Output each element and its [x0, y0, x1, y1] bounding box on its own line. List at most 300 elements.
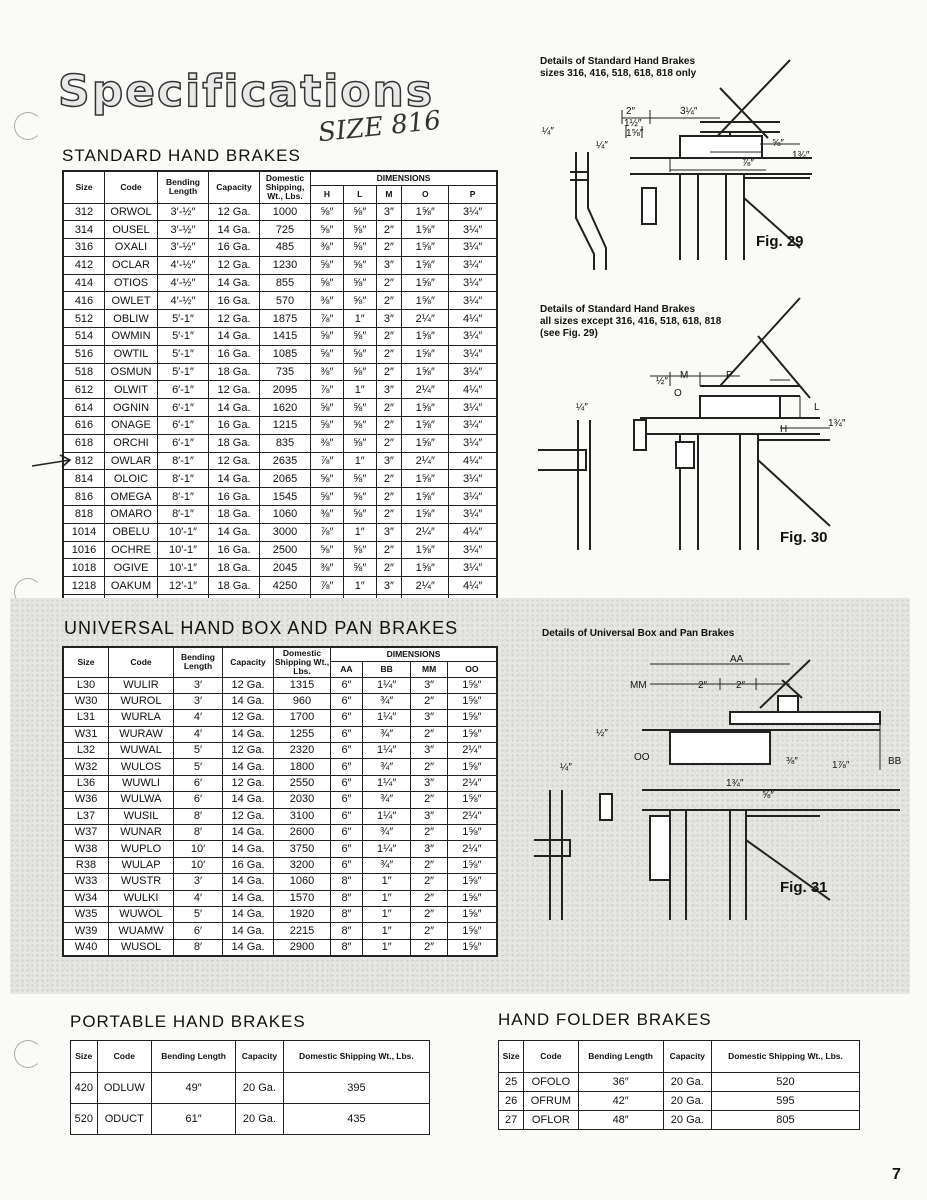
table-cell: W33 [63, 874, 109, 890]
table-cell: 3¼″ [449, 506, 497, 524]
table-row [63, 906, 497, 922]
table-row [499, 1073, 860, 1092]
table-cell: 1⅝″ [447, 857, 497, 873]
dim-134in: 1¾″ [792, 150, 810, 161]
table-cell: WULOS [109, 759, 174, 775]
table-cell: 5′-1″ [158, 363, 209, 381]
table-cell: 314 [63, 221, 105, 239]
table-cell: 14 Ga. [223, 874, 274, 890]
table-cell: 3750 [274, 841, 331, 857]
table-cell: ⅝″ [311, 399, 344, 417]
table-cell: 1545 [260, 488, 311, 506]
table-cell: L32 [63, 743, 109, 759]
table-cell: 6″ [331, 710, 363, 726]
col-code: Code [105, 171, 158, 203]
table-cell: 2″ [411, 923, 447, 939]
table-cell: 1060 [274, 874, 331, 890]
table-cell: L36 [63, 775, 109, 791]
portable-table [70, 1040, 430, 1135]
table-cell: 1¼″ [362, 743, 410, 759]
table-cell: ⅜″ [311, 239, 344, 257]
table-cell: 3″ [411, 710, 447, 726]
table-cell: 10′-1″ [158, 541, 209, 559]
table-cell: 835 [260, 434, 311, 452]
table-cell: 20 Ga. [236, 1104, 284, 1135]
table-cell: ⅜″ [311, 363, 344, 381]
table-cell: 2¼″ [447, 743, 497, 759]
table-cell: 6″ [331, 808, 363, 824]
table-cell: ⅝″ [311, 221, 344, 239]
table-cell: ⅞″ [311, 452, 344, 470]
table-cell: 1¼″ [362, 808, 410, 824]
table-cell: 3¼″ [449, 203, 497, 221]
table-cell: 14 Ga. [223, 792, 274, 808]
table-cell: 42″ [578, 1092, 663, 1111]
table-cell: 2635 [260, 452, 311, 470]
table-cell: 6′-1″ [158, 417, 209, 435]
table-cell: 1″ [343, 310, 376, 328]
table-cell: ⅜″ [311, 434, 344, 452]
table-cell: 1700 [274, 710, 331, 726]
table-row [499, 1092, 860, 1111]
table-cell: 1⅝″ [402, 488, 449, 506]
table-cell: 420 [71, 1073, 98, 1104]
table-cell: ⅞″ [311, 381, 344, 399]
col-bb: BB [362, 661, 410, 677]
table-row [63, 559, 497, 577]
dim-p: P [726, 370, 733, 381]
table-cell: 3¼″ [449, 221, 497, 239]
table-cell: 3¼″ [449, 256, 497, 274]
table-cell: ⅝″ [343, 434, 376, 452]
table-cell: L31 [63, 710, 109, 726]
table-cell: 6″ [331, 677, 363, 693]
table-cell: 1⅝″ [447, 710, 497, 726]
page-number: 7 [892, 1166, 901, 1183]
table-cell: 20 Ga. [663, 1111, 711, 1130]
col-size: Size [71, 1041, 98, 1073]
table-cell: 14 Ga. [223, 693, 274, 709]
table-cell: 3″ [411, 677, 447, 693]
table-cell: 12 Ga. [223, 743, 274, 759]
col-l: L [343, 185, 376, 203]
table-cell: ⅝″ [311, 345, 344, 363]
table-cell: 3″ [376, 523, 402, 541]
table-cell: ⅝″ [343, 470, 376, 488]
table-cell: 3″ [411, 775, 447, 791]
handwritten-note: SIZE 816 [316, 105, 443, 149]
table-cell: 16 Ga. [223, 857, 274, 873]
table-cell: 1⅝″ [447, 890, 497, 906]
table-cell: 316 [63, 239, 105, 257]
table-cell: WUROL [109, 693, 174, 709]
table-row [63, 452, 497, 470]
table-cell: 1⅝″ [402, 559, 449, 577]
table-cell: 14 Ga. [209, 523, 260, 541]
table-cell: 818 [63, 506, 105, 524]
table-cell: 5′ [174, 906, 223, 922]
table-cell: WUWLI [109, 775, 174, 791]
table-cell: 5′-1″ [158, 328, 209, 346]
folder-table-body [499, 1073, 860, 1130]
table-cell: ¾″ [362, 825, 410, 841]
table-cell: 3¼″ [449, 470, 497, 488]
table-cell: W30 [63, 693, 109, 709]
table-cell: ⅝″ [343, 345, 376, 363]
table-cell: ⅜″ [311, 292, 344, 310]
table-cell: 2″ [376, 506, 402, 524]
table-row [63, 399, 497, 417]
table-cell: OMEGA [105, 488, 158, 506]
table-cell: 2″ [376, 328, 402, 346]
table-cell: 1⅝″ [447, 874, 497, 890]
table-cell: 5′-1″ [158, 345, 209, 363]
table-cell: 1⅝″ [447, 923, 497, 939]
col-code: Code [524, 1041, 578, 1073]
table-cell: 3′-½″ [158, 221, 209, 239]
table-cell: 1⅝″ [402, 203, 449, 221]
table-cell: 3′ [174, 693, 223, 709]
table-cell: 3″ [411, 808, 447, 824]
dim-178: 1⅞″ [832, 760, 850, 771]
table-cell: W39 [63, 923, 109, 939]
table-cell: OSMUN [105, 363, 158, 381]
table-cell: 14 Ga. [223, 923, 274, 939]
table-cell: 2¼″ [402, 452, 449, 470]
table-cell: 1″ [343, 381, 376, 399]
table-cell: 3′ [174, 677, 223, 693]
table-cell: 14 Ga. [223, 726, 274, 742]
col-o: O [402, 185, 449, 203]
table-cell: WUSTR [109, 874, 174, 890]
table-row [63, 923, 497, 939]
table-cell: 2″ [411, 693, 447, 709]
table-cell: 2065 [260, 470, 311, 488]
table-cell: 1230 [260, 256, 311, 274]
table-cell: 14 Ga. [209, 221, 260, 239]
table-cell: 12 Ga. [223, 677, 274, 693]
col-m: M [376, 185, 402, 203]
table-cell: 6″ [331, 759, 363, 775]
col-code: Code [97, 1041, 152, 1073]
table-cell: 1⅝″ [447, 693, 497, 709]
table-cell: 1218 [63, 577, 105, 595]
table-cell: 1″ [343, 523, 376, 541]
table-cell: 8′-1″ [158, 470, 209, 488]
table-cell: 1⅝″ [402, 345, 449, 363]
table-cell: ODUCT [97, 1104, 152, 1135]
table-cell: 1⅝″ [402, 239, 449, 257]
dim-h: H [780, 424, 788, 435]
table-cell: 1016 [63, 541, 105, 559]
col-aa: AA [331, 661, 363, 677]
table-cell: 27 [499, 1111, 524, 1130]
table-cell: ⅝″ [343, 328, 376, 346]
table-cell: 1620 [260, 399, 311, 417]
table-cell: 735 [260, 363, 311, 381]
table-cell: 1⅝″ [402, 328, 449, 346]
dim-quarter: ¼″ [560, 762, 572, 773]
table-cell: 6′-1″ [158, 399, 209, 417]
table-cell: ⅝″ [311, 470, 344, 488]
dim-158in: 1⅝″ [626, 128, 644, 139]
table-cell: W40 [63, 939, 109, 956]
table-cell: 1″ [362, 906, 410, 922]
table-cell: 1⅝″ [447, 939, 497, 956]
table-cell: 2″ [411, 825, 447, 841]
table-cell: ⅝″ [311, 256, 344, 274]
table-cell: ODLUW [97, 1073, 152, 1104]
table-cell: WUSIL [109, 808, 174, 824]
table-cell: 2045 [260, 559, 311, 577]
table-row [71, 1073, 430, 1104]
table-cell: 816 [63, 488, 105, 506]
table-cell: W32 [63, 759, 109, 775]
table-cell: OLWIT [105, 381, 158, 399]
table-cell: OBLIW [105, 310, 158, 328]
table-row [63, 677, 497, 693]
table-cell: ⅜″ [311, 506, 344, 524]
table-cell: 2″ [376, 345, 402, 363]
table-cell: 416 [63, 292, 105, 310]
table-cell: OWLAR [105, 452, 158, 470]
table-cell: 1⅝″ [402, 541, 449, 559]
col-weight: Domestic Shipping Wt., Lbs. [711, 1041, 859, 1073]
page-title: Specifications [58, 66, 435, 117]
table-cell: 6″ [331, 792, 363, 808]
table-row [63, 523, 497, 541]
table-cell: 14 Ga. [223, 939, 274, 956]
table-row [63, 710, 497, 726]
table-cell: 3¼″ [449, 239, 497, 257]
table-cell: 2600 [274, 825, 331, 841]
dim-134: 1¾″ [828, 418, 846, 429]
table-cell: 2″ [376, 541, 402, 559]
table-cell: WUAMW [109, 923, 174, 939]
table-cell: ⅝″ [343, 239, 376, 257]
table-cell: 8″ [331, 906, 363, 922]
table-cell: ONAGE [105, 417, 158, 435]
table-cell: 16 Ga. [209, 239, 260, 257]
table-cell: 2550 [274, 775, 331, 791]
table-cell: ⅞″ [311, 310, 344, 328]
dim-half: ½″ [596, 728, 608, 739]
table-cell: W34 [63, 890, 109, 906]
table-cell: WUWOL [109, 906, 174, 922]
table-cell: 8″ [331, 874, 363, 890]
table-cell: 12 Ga. [209, 381, 260, 399]
table-cell: OGNIN [105, 399, 158, 417]
table-row [63, 274, 497, 292]
table-cell: 4′-½″ [158, 256, 209, 274]
table-cell: 3¼″ [449, 328, 497, 346]
dim-o: O [674, 388, 682, 399]
table-row [63, 310, 497, 328]
table-cell: 6′-1″ [158, 381, 209, 399]
table-cell: 14 Ga. [209, 399, 260, 417]
universal-heading: UNIVERSAL HAND BOX AND PAN BRAKES [64, 618, 459, 638]
fig31-diagram [530, 640, 910, 930]
table-cell: ⅝″ [343, 292, 376, 310]
table-cell: 3″ [376, 310, 402, 328]
table-cell: 2″ [411, 726, 447, 742]
table-cell: 20 Ga. [663, 1073, 711, 1092]
table-cell: 16 Ga. [209, 488, 260, 506]
table-cell: ⅝″ [343, 363, 376, 381]
binder-hole-icon [14, 1040, 42, 1068]
table-cell: ⅝″ [343, 559, 376, 577]
table-row [63, 345, 497, 363]
dim-quarter-a: ¼″ [542, 126, 554, 137]
table-cell: 1⅝″ [402, 470, 449, 488]
table-cell: 616 [63, 417, 105, 435]
table-cell: R38 [63, 857, 109, 873]
table-cell: W38 [63, 841, 109, 857]
table-cell: 8′ [174, 808, 223, 824]
table-cell: 1920 [274, 906, 331, 922]
table-cell: 3¼″ [449, 434, 497, 452]
table-cell: ⅝″ [311, 203, 344, 221]
table-cell: 1¼″ [362, 710, 410, 726]
col-bending: Bending Length [174, 647, 223, 677]
table-cell: 3¼″ [449, 399, 497, 417]
dim-2a: 2″ [698, 680, 708, 691]
portable-heading: PORTABLE HAND BRAKES [70, 1012, 306, 1031]
table-cell: 3000 [260, 523, 311, 541]
table-row [63, 857, 497, 873]
table-row [63, 381, 497, 399]
table-row [71, 1104, 430, 1135]
table-cell: 2″ [376, 434, 402, 452]
fig30-caption: Details of Standard Hand Brakes all sizes except 316, 416, 518, 618, 818 (see Fig. 29) [540, 304, 722, 339]
table-row [63, 841, 497, 857]
table-cell: ¾″ [362, 857, 410, 873]
table-cell: 1⅝″ [402, 363, 449, 381]
table-row [63, 256, 497, 274]
table-cell: 4′-½″ [158, 292, 209, 310]
table-cell: ⅜″ [311, 559, 344, 577]
table-cell: ORWOL [105, 203, 158, 221]
table-cell: 2″ [376, 363, 402, 381]
table-cell: 5′ [174, 759, 223, 775]
table-cell: 14 Ga. [223, 825, 274, 841]
table-cell: 1060 [260, 506, 311, 524]
table-cell: 2″ [411, 874, 447, 890]
table-cell: 1315 [274, 677, 331, 693]
table-cell: WURLA [109, 710, 174, 726]
table-cell: 595 [711, 1092, 859, 1111]
table-cell: 10′-1″ [158, 523, 209, 541]
table-cell: OUSEL [105, 221, 158, 239]
table-cell: 8″ [331, 939, 363, 956]
table-cell: 614 [63, 399, 105, 417]
table-cell: 3¼″ [449, 541, 497, 559]
table-cell: 16 Ga. [209, 292, 260, 310]
table-cell: W36 [63, 792, 109, 808]
table-cell: ⅝″ [343, 399, 376, 417]
standard-table-body [63, 203, 497, 613]
col-bending: Bending Length [152, 1041, 236, 1073]
table-cell: 4¼″ [449, 577, 497, 595]
table-cell: WUSOL [109, 939, 174, 956]
table-cell: 3¼″ [449, 274, 497, 292]
fig31-caption: Details of Universal Box and Pan Brakes [542, 628, 735, 639]
table-cell: 2″ [376, 292, 402, 310]
table-cell: 2″ [376, 417, 402, 435]
universal-table [62, 646, 498, 957]
table-cell: 2¼″ [402, 310, 449, 328]
table-cell: 1215 [260, 417, 311, 435]
binder-hole-icon [14, 112, 42, 140]
table-cell: ORCHI [105, 434, 158, 452]
table-row [63, 808, 497, 824]
table-cell: ⅝″ [343, 506, 376, 524]
table-row [63, 506, 497, 524]
table-cell: 3¼″ [449, 559, 497, 577]
table-cell: 6′-1″ [158, 434, 209, 452]
table-cell: 12 Ga. [209, 452, 260, 470]
table-cell: 36″ [578, 1073, 663, 1092]
table-cell: 1⅝″ [447, 759, 497, 775]
table-cell: 16 Ga. [209, 345, 260, 363]
standard-table [62, 170, 498, 614]
table-cell: 3′ [174, 874, 223, 890]
table-cell: OAKUM [105, 577, 158, 595]
table-cell: 1⅝″ [402, 417, 449, 435]
table-cell: 1⅝″ [402, 274, 449, 292]
col-capacity: Capacity [663, 1041, 711, 1073]
table-cell: 12 Ga. [209, 203, 260, 221]
table-row [63, 434, 497, 452]
table-cell: OGIVE [105, 559, 158, 577]
table-cell: 12 Ga. [223, 775, 274, 791]
table-cell: 48″ [578, 1111, 663, 1130]
table-cell: ⅝″ [343, 417, 376, 435]
table-cell: 12 Ga. [223, 808, 274, 824]
table-cell: ⅝″ [343, 203, 376, 221]
table-cell: WUNAR [109, 825, 174, 841]
table-cell: W31 [63, 726, 109, 742]
table-cell: 435 [283, 1104, 429, 1135]
table-row [63, 775, 497, 791]
table-cell: WULAP [109, 857, 174, 873]
table-cell: 612 [63, 381, 105, 399]
table-cell: ⅝″ [343, 221, 376, 239]
table-cell: 6″ [331, 693, 363, 709]
table-cell: 20 Ga. [663, 1092, 711, 1111]
table-cell: 725 [260, 221, 311, 239]
col-weight: Domestic Shipping Wt., Lbs. [274, 647, 330, 676]
dim-314in: 3¼″ [680, 106, 698, 117]
standard-heading: STANDARD HAND BRAKES [62, 146, 301, 165]
arrow-pointer-icon [30, 452, 76, 472]
table-cell: 4′-½″ [158, 274, 209, 292]
table-cell: 1⅝″ [402, 506, 449, 524]
table-cell: 8′-1″ [158, 506, 209, 524]
col-code: Code [109, 647, 174, 677]
table-cell: WURAW [109, 726, 174, 742]
table-cell: 1″ [362, 923, 410, 939]
col-dimensions: DIMENSIONS [311, 171, 498, 185]
table-cell: 2″ [411, 759, 447, 775]
table-cell: 16 Ga. [209, 541, 260, 559]
table-cell: 6′ [174, 923, 223, 939]
table-cell: 49″ [152, 1073, 236, 1104]
table-row [63, 470, 497, 488]
table-cell: 6″ [331, 743, 363, 759]
table-cell: 3″ [376, 203, 402, 221]
table-cell: 12 Ga. [209, 310, 260, 328]
